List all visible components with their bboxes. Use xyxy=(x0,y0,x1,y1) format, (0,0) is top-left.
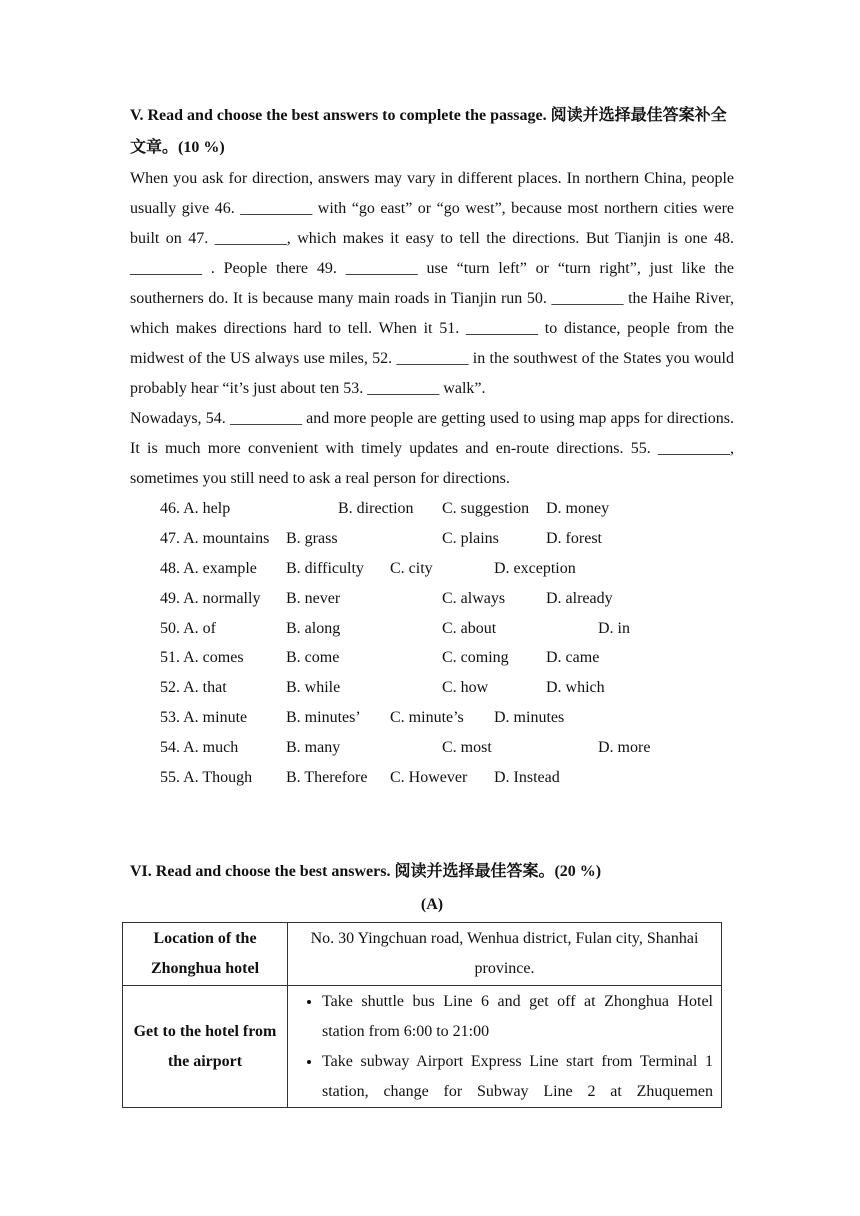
question-row xyxy=(130,673,734,703)
option-d: D. already xyxy=(546,589,613,607)
option-c: C. However xyxy=(390,769,468,787)
option-c: C. about xyxy=(442,619,497,637)
question-row xyxy=(130,614,734,644)
option-a: 46. A. help xyxy=(160,500,231,517)
airport-route-list xyxy=(288,986,722,1108)
option-a: 52. A. that xyxy=(160,679,227,697)
option-d: D. more xyxy=(598,739,651,757)
option-d: D. forest xyxy=(546,529,602,547)
section-5 xyxy=(130,100,734,793)
table-row xyxy=(123,923,722,986)
question-row xyxy=(130,703,734,733)
question-row xyxy=(130,733,734,763)
option-b: B. grass xyxy=(286,529,338,547)
option-b: B. difficulty xyxy=(286,559,364,577)
option-a: 55. A. Though xyxy=(160,769,253,787)
list-item: • Take shuttle bus Line 6 and get off at Zhonghua Hotel station from 6:00 to 21:00 xyxy=(322,987,713,1047)
list-item: • Take subway Airport Express Line start from Terminal 1 station, change for Subway Line 2 at Zhuquemen xyxy=(322,1047,713,1107)
option-a: 54. A. much xyxy=(160,739,239,757)
section-6 xyxy=(130,856,734,920)
question-row xyxy=(130,763,734,793)
location-label: Location of the Zhonghua hotel xyxy=(123,923,288,986)
option-d: D. money xyxy=(546,500,610,517)
section-6-heading: VI. Read and choose the best answers. 阅读并选择最佳答案。(20 %) xyxy=(130,863,602,880)
option-d: D. exception xyxy=(494,559,576,577)
option-c: C. most xyxy=(442,739,492,757)
passage-label: (A) xyxy=(420,896,444,913)
option-c: C. city xyxy=(390,559,433,577)
hotel-info-table xyxy=(122,922,722,1108)
location-value: No. 30 Yingchuan road, Wenhua district, Fulan city, Shanhai province. xyxy=(288,923,722,986)
option-c: C. suggestion xyxy=(442,500,530,517)
passage-paragraph-2: Nowadays, 54. _________ and more people are getting used to using map apps for directions. It is much more convenient with timely updates and en-route directions. 55. _________, sometimes you still need to ask a real person for directions. xyxy=(130,410,734,487)
question-row xyxy=(130,554,734,584)
airport-route-label: Get to the hotel from the airport xyxy=(123,986,288,1108)
option-d: D. minutes xyxy=(494,709,565,727)
option-a: 51. A. comes xyxy=(160,649,244,667)
question-row xyxy=(130,643,734,673)
option-b: B. never xyxy=(286,589,341,607)
option-c: C. minute’s xyxy=(390,709,464,727)
answer-options xyxy=(130,494,734,793)
option-c: C. plains xyxy=(442,529,499,547)
option-a: 47. A. mountains xyxy=(160,529,270,547)
option-b: B. along xyxy=(286,619,341,637)
option-b: B. direction xyxy=(338,500,414,517)
question-row xyxy=(130,494,734,524)
option-a: 50. A. of xyxy=(160,619,216,637)
option-b: B. Therefore xyxy=(286,769,368,787)
option-c: C. how xyxy=(442,679,489,697)
option-c: C. always xyxy=(442,589,506,607)
option-d: D. which xyxy=(546,679,605,697)
option-a: 53. A. minute xyxy=(160,709,248,727)
option-a: 49. A. normally xyxy=(160,589,261,607)
option-a: 48. A. example xyxy=(160,559,257,577)
option-b: B. come xyxy=(286,649,340,667)
question-row xyxy=(130,524,734,554)
option-b: B. while xyxy=(286,679,341,697)
question-row xyxy=(130,584,734,614)
option-c: C. coming xyxy=(442,649,509,667)
option-d: D. came xyxy=(546,649,600,667)
option-d: D. Instead xyxy=(494,769,560,787)
option-b: B. minutes’ xyxy=(286,709,361,727)
section-5-heading: V. Read and choose the best answers to complete the passage. 阅读并选择最佳答案补全文章。(10 %) xyxy=(130,107,727,156)
option-d: D. in xyxy=(598,619,630,637)
passage-paragraph-1: When you ask for direction, answers may vary in different places. In northern China, people usually give 46. _________ with “go east” or “go west”, because most northern cities were built on 47. _________, which makes it easy to tell the directions. But Tianjin is one 48. _________ . People there 49. _________ use “turn left” or “turn right”, just like the southerners do. It is because many main roads in Tianjin run 50. _________ the Haihe River, which makes directions hard to tell. When it 51. _________ to distance, people from the midwest of the US always use miles, 52. _________ in the southwest of the States you would probably hear “it’s just about ten 53. _________ walk”. xyxy=(130,170,734,397)
option-b: B. many xyxy=(286,739,341,757)
table-row xyxy=(123,986,722,1108)
